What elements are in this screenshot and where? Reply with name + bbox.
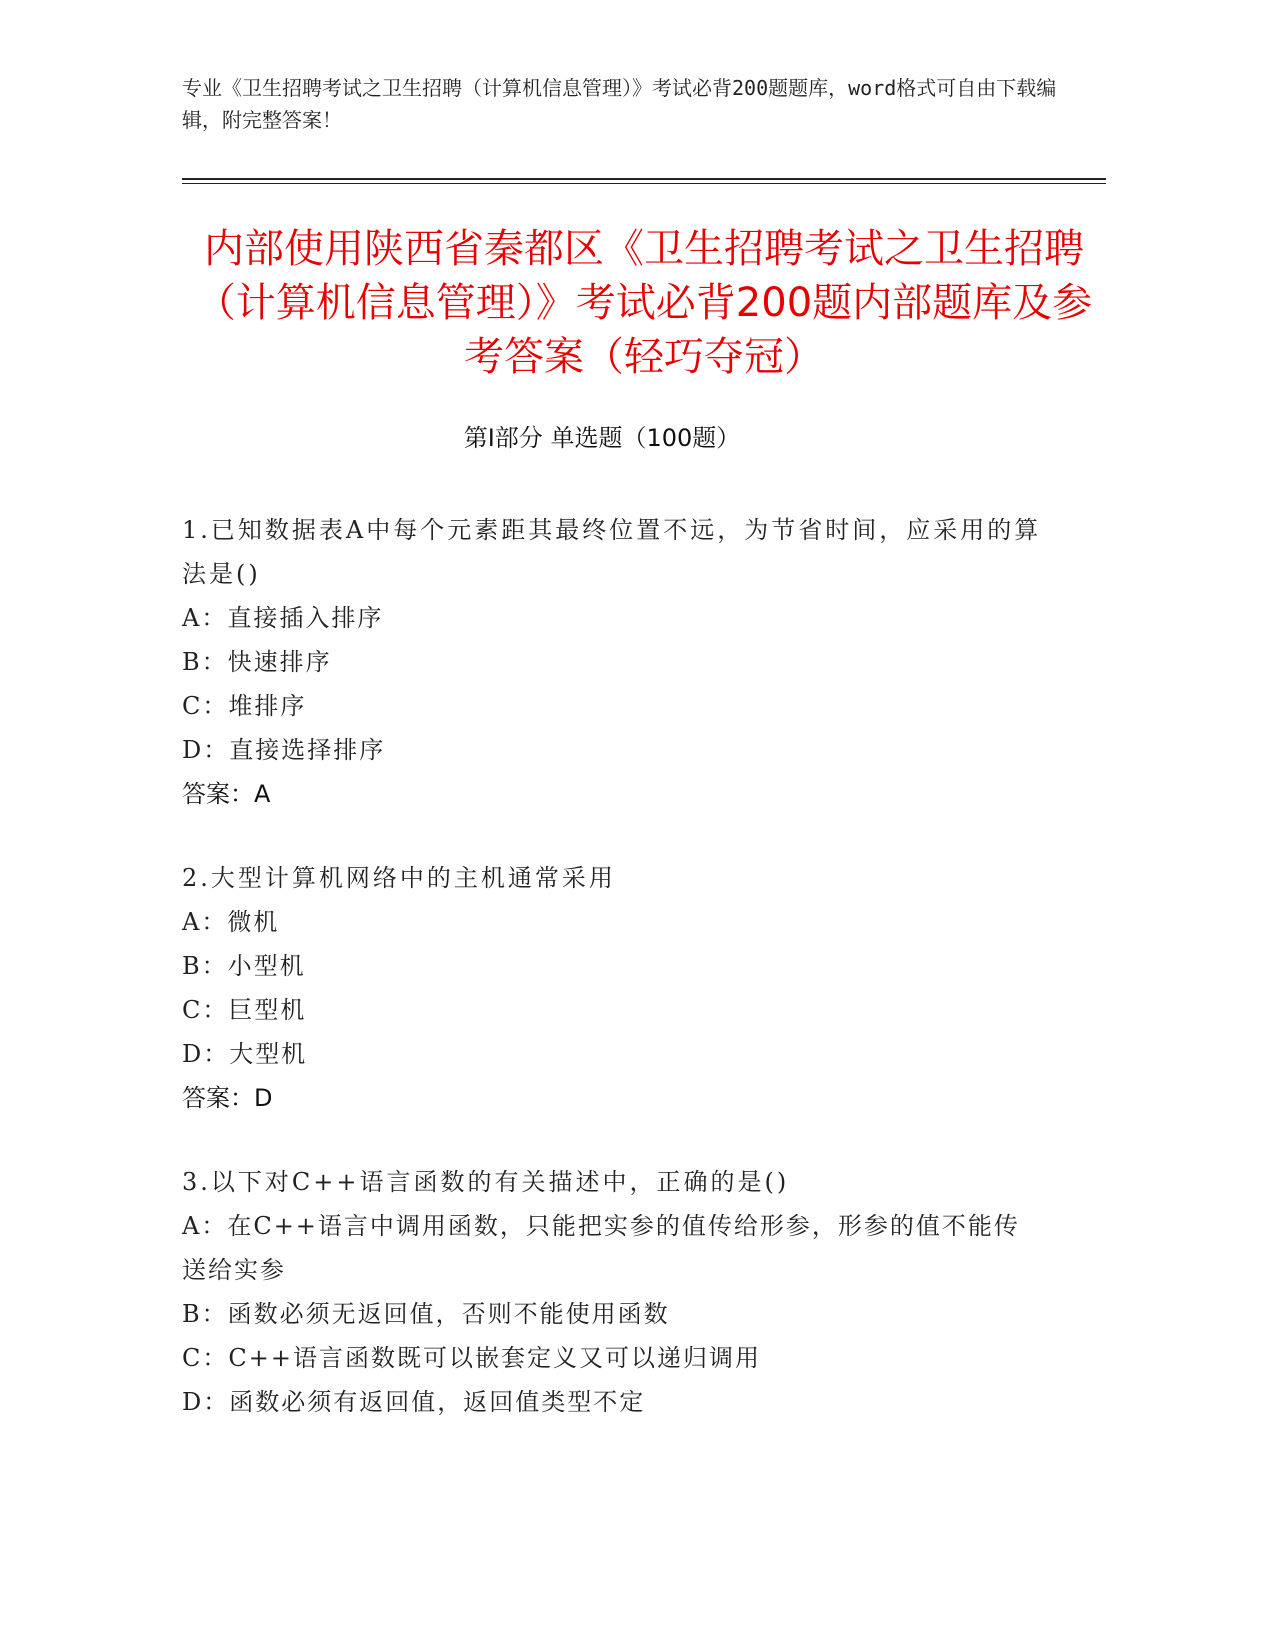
- option-c: C：C++语言函数既可以嵌套定义又可以递归调用: [182, 1344, 761, 1372]
- header-note: 专业《卫生招聘考试之卫生招聘（计算机信息管理）》考试必背200题题库，word格式可自由下载编辑，附完整答案！: [182, 76, 1057, 132]
- option-c: C：堆排序: [182, 692, 307, 720]
- option-b: B：小型机: [182, 952, 306, 980]
- option-a: A：直接插入排序: [182, 604, 384, 632]
- document-title: 内部使用陕西省秦都区《卫生招聘考试之卫生招聘（计算机信息管理）》考试必背200题内部题库及参考答案（轻巧夺冠）: [195, 226, 1093, 380]
- option-b: B：函数必须无返回值，否则不能使用函数: [182, 1300, 670, 1328]
- option-b: B：快速排序: [182, 648, 332, 676]
- question-2: [182, 856, 1042, 1120]
- option-a: A：微机: [182, 908, 280, 936]
- option-d: D：直接选择排序: [182, 736, 386, 764]
- question-3: [182, 1160, 1042, 1424]
- section-heading: 第Ⅰ部分 单选题（100题）: [463, 424, 741, 452]
- option-d: D：函数必须有返回值，返回值类型不定: [182, 1388, 646, 1416]
- question-stem: 1.已知数据表A中每个元素距其最终位置不远，为节省时间，应采用的算法是(): [182, 516, 1042, 588]
- option-a: A：在C++语言中调用函数，只能把实参的值传给形参，形参的值不能传送给实参: [182, 1212, 1020, 1284]
- question-stem: 2.大型计算机网络中的主机通常采用: [182, 864, 616, 892]
- answer: 答案：A: [182, 780, 271, 808]
- option-c: C：巨型机: [182, 996, 307, 1024]
- question-stem: 3.以下对C++语言函数的有关描述中，正确的是(): [182, 1168, 790, 1196]
- question-list: [182, 508, 1042, 1464]
- answer: 答案：D: [182, 1084, 273, 1112]
- question-1: [182, 508, 1042, 816]
- option-d: D：大型机: [182, 1040, 308, 1068]
- header-divider: [182, 178, 1106, 184]
